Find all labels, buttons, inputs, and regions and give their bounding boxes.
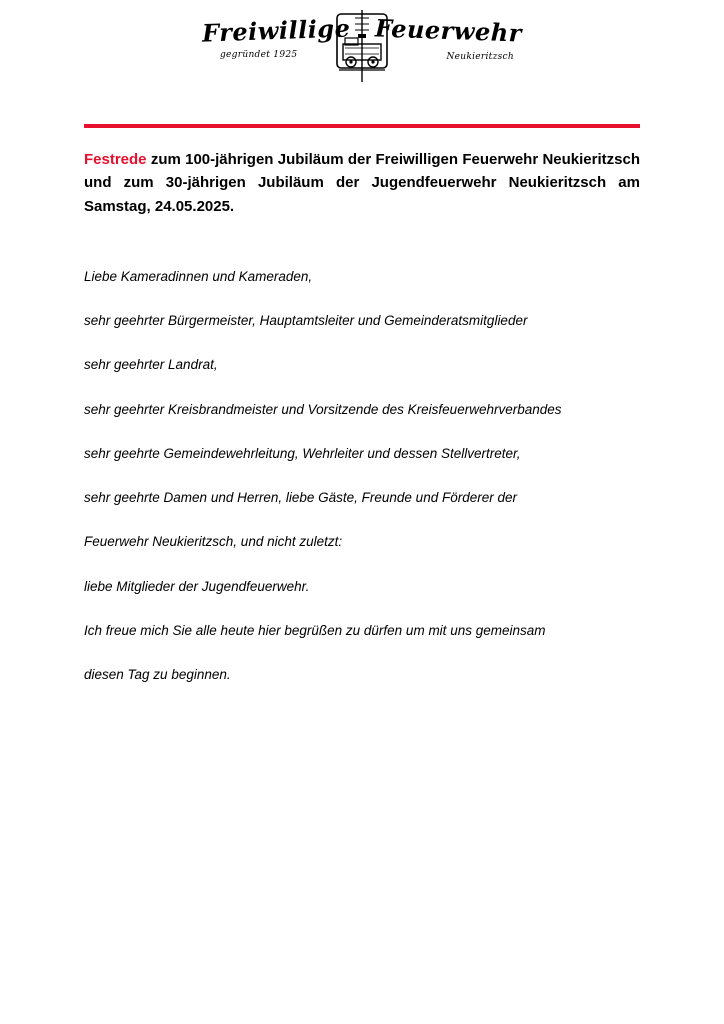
letterhead	[0, 8, 724, 94]
logo-founded-text: gegründet 1925	[220, 50, 298, 60]
fire-truck-emblem-icon	[325, 8, 399, 86]
fire-department-logo	[202, 8, 522, 88]
header-divider	[84, 124, 640, 128]
paragraph: sehr geehrte Damen und Herren, liebe Gäste, Freunde und Förderer der	[84, 490, 517, 506]
paragraph: sehr geehrter Bürgermeister, Hauptamtsleiter und Gemeinderatsmitglieder	[84, 313, 528, 329]
paragraph: liebe Mitglieder der Jugendfeuerwehr.	[84, 578, 310, 594]
logo-word-left: Freiwillige	[201, 13, 351, 48]
document-title	[84, 148, 640, 218]
paragraph: Liebe Kameradinnen und Kameraden,	[84, 269, 313, 284]
paragraph: diesen Tag zu beginnen.	[84, 666, 231, 682]
paragraph: sehr geehrter Landrat,	[84, 357, 218, 373]
paragraph: Ich freue mich Sie alle heute hier begrüßen zu dürfen um mit uns gemeinsam	[84, 622, 546, 638]
logo-word-right: Feuerwehr	[374, 13, 523, 48]
document-body	[84, 268, 640, 710]
paragraph: sehr geehrter Kreisbrandmeister und Vorsitzende des Kreisfeuerwehrverbandes	[84, 401, 562, 417]
title-accent-word: Festrede	[84, 151, 147, 168]
title-rest: zum 100-jährigen Jubiläum der Freiwilligen Feuerwehr Neukieritzsch und zum 30-jährigen Jubiläum der Jugendfeuerwehr Neukieritzsch am Samstag, 24.05.2025.	[84, 151, 640, 215]
logo-place-text: Neukieritzsch	[446, 52, 514, 62]
paragraph: sehr geehrte Gemeindewehrleitung, Wehrleiter und dessen Stellvertreter,	[84, 445, 521, 461]
paragraph: Feuerwehr Neukieritzsch, und nicht zuletzt:	[84, 534, 343, 550]
